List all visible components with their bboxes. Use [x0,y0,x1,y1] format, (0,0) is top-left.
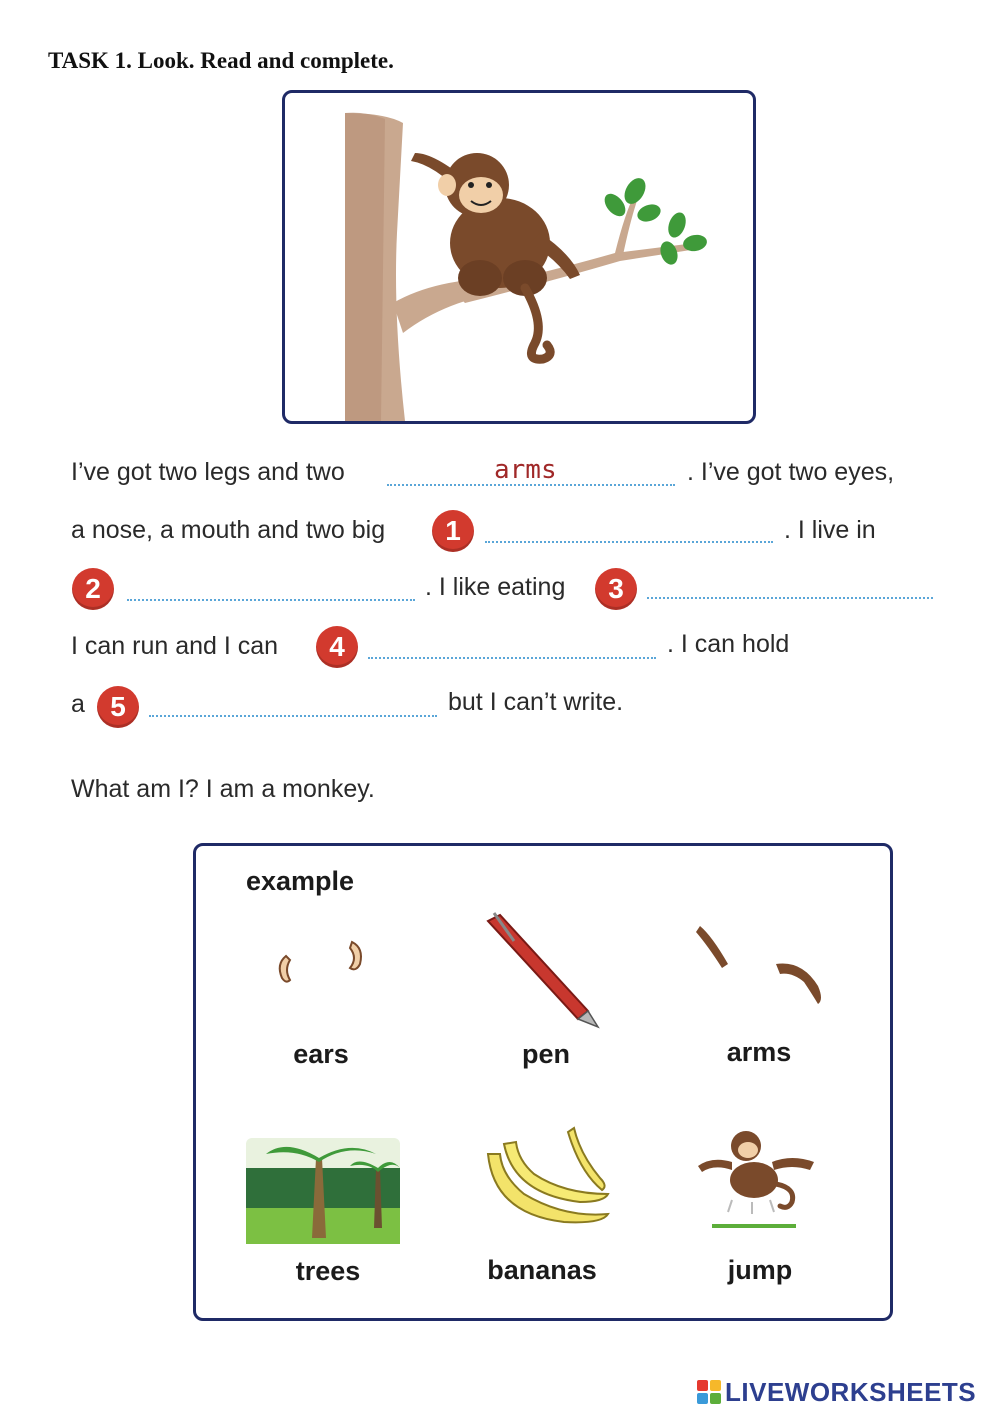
passage-line-1b: . I’ve got two eyes, [687,458,895,486]
word-bank-heading: example [246,866,355,896]
passage-line-4a: I can run and I can [71,632,279,660]
monkey-on-branch-illustration [285,93,753,421]
number-badge-2: 2 [72,568,114,610]
number-badge-3: 3 [595,568,637,610]
example-answer: arms [494,455,557,485]
word-bank-box [193,843,893,1321]
liveworksheets-logo [697,1378,976,1406]
passage-line-4b: . I can hold [667,630,790,658]
answer-blank-2[interactable] [127,599,415,601]
pen-icon [478,911,608,1031]
arms-icon [692,916,832,1016]
riddle-question: What am I? I am a monkey. [71,775,375,803]
passage-line-5b: but I can’t write. [448,688,624,716]
ears-icon [266,934,376,994]
liveworksheets-logo-icon [697,1380,721,1404]
answer-blank-4[interactable] [368,657,656,659]
passage-line-1a: I’ve got two legs and two [71,458,345,486]
answer-blank-1[interactable] [485,541,773,543]
passage-line-2b: . I live in [784,516,876,544]
monkey-picture-frame [282,90,756,424]
bananas-icon [484,1124,614,1230]
word-bananas: bananas [487,1255,597,1285]
word-jump: jump [727,1255,793,1285]
passage-line-3b: . I like eating [425,573,566,601]
word-trees: trees [295,1256,361,1286]
answer-blank-3[interactable] [647,597,933,599]
word-ears: ears [293,1039,349,1069]
passage-line-2a: a nose, a mouth and two big [71,516,386,544]
answer-blank-5[interactable] [149,715,437,717]
number-badge-4: 4 [316,626,358,668]
passage-line-5a: a [71,690,85,718]
liveworksheets-brand-text: LIVEWORKSHEETS [725,1376,977,1407]
jungle-trees-icon [246,1138,400,1244]
word-arms: arms [726,1037,792,1067]
word-pen: pen [521,1039,570,1069]
task-title: TASK 1. Look. Read and complete. [48,48,394,73]
jumping-monkey-icon [692,1122,822,1234]
number-badge-5: 5 [97,686,139,728]
number-badge-1: 1 [432,510,474,552]
